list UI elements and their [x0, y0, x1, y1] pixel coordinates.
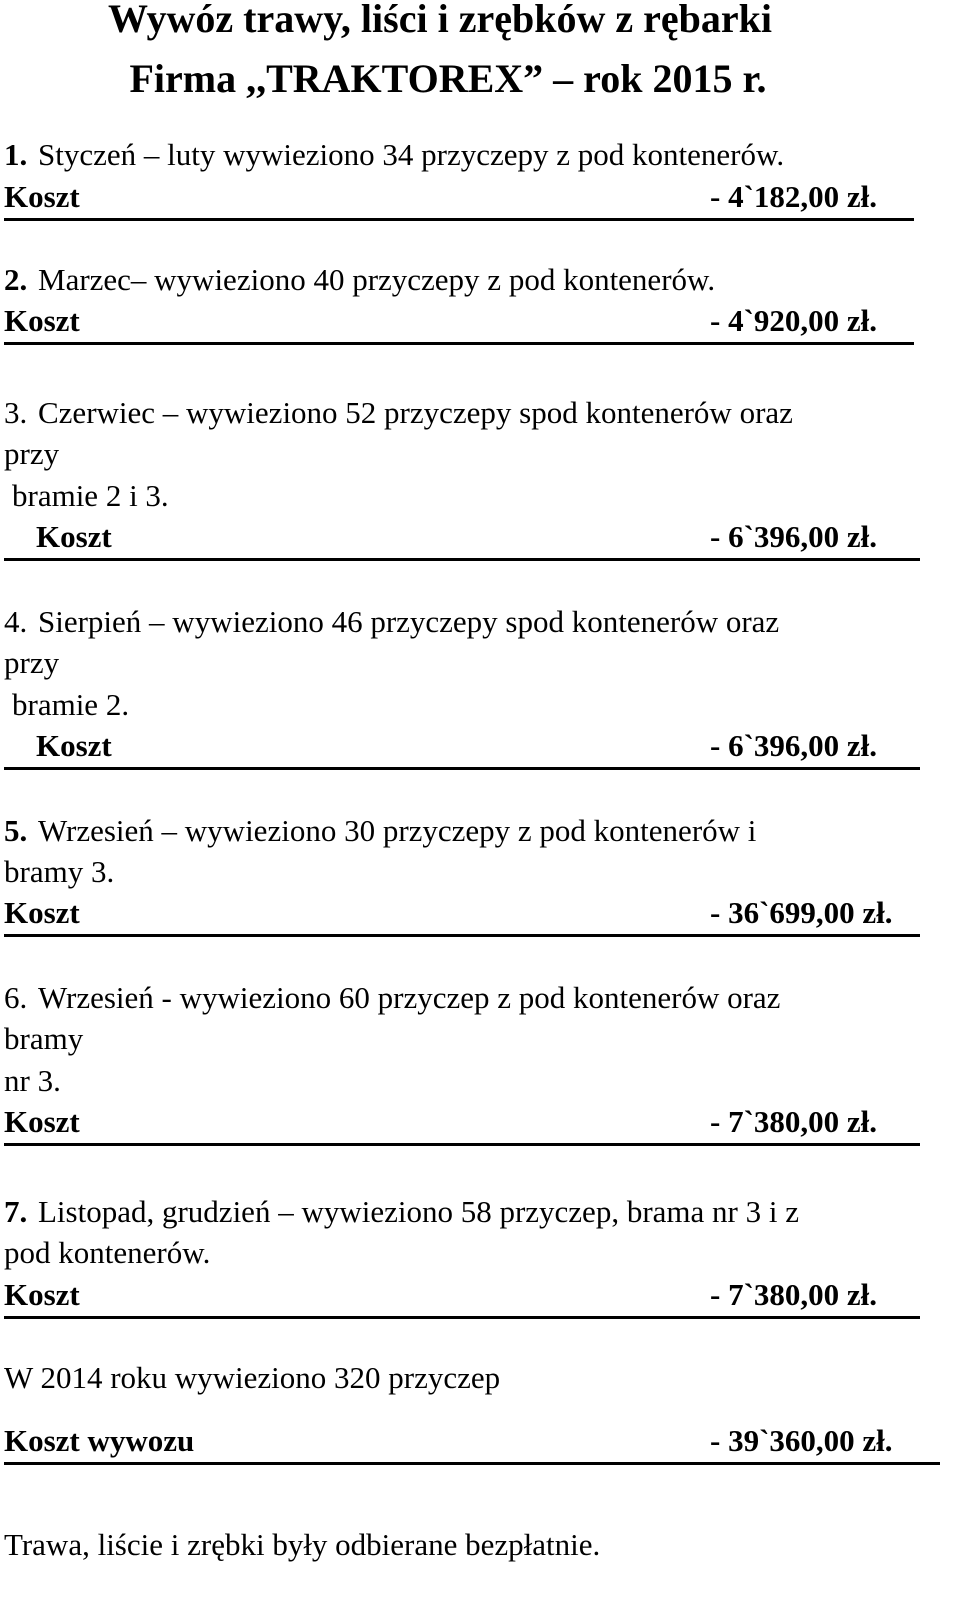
item-description-cont: bramy [4, 1021, 84, 1056]
cost-label: Koszt [4, 1277, 80, 1312]
cost-row [4, 518, 920, 561]
cost-label: Koszt [4, 1104, 80, 1139]
cost-value: - 6`396,00 zł. [710, 519, 878, 554]
cost-value: - 7`380,00 zł. [710, 1104, 878, 1139]
cost-value: - 36`699,00 zł. [710, 895, 893, 930]
summary-text: W 2014 roku wywieziono 320 przyczep [4, 1360, 501, 1395]
list-item [4, 1193, 799, 1231]
list-item [4, 979, 780, 1017]
cost-row [4, 727, 920, 770]
item-number: 7. [4, 1194, 28, 1229]
item-description-cont: bramy 3. [4, 854, 115, 889]
cost-label: Koszt [4, 303, 80, 338]
item-description: Listopad, grudzień – wywieziono 58 przyczep, brama nr 3 i z [38, 1194, 799, 1229]
list-item [4, 394, 793, 432]
cost-value: - 7`380,00 zł. [710, 1277, 878, 1312]
cost-value: - 6`396,00 zł. [710, 728, 878, 763]
item-number: 1. [4, 137, 28, 172]
item-description: Wrzesień – wywieziono 30 przyczepy z pod kontenerów i [38, 813, 757, 848]
cost-value: - 4`920,00 zł. [710, 303, 878, 338]
page-subtitle: Firma ,,TRAKTOREX” – rok 2015 r. [129, 56, 767, 101]
cost-label: Koszt [4, 179, 80, 214]
item-description: Czerwiec – wywieziono 52 przyczepy spod kontenerów oraz [38, 395, 793, 430]
item-description-cont: przy [4, 645, 60, 680]
summary-cost-label: Koszt wywozu [4, 1423, 195, 1458]
item-description-cont: nr 3. [4, 1063, 61, 1098]
item-description-cont: bramie 2 i 3. [12, 478, 169, 513]
item-description: Styczeń – luty wywieziono 34 przyczepy z pod kontenerów. [38, 137, 785, 172]
list-item [4, 603, 779, 641]
item-description: Wrzesień - wywieziono 60 przyczep z pod kontenerów oraz [38, 980, 781, 1015]
item-description-cont: przy [4, 436, 60, 471]
list-item [4, 812, 756, 850]
page-title: Wywóz trawy, liści i zrębków z rębarki [108, 0, 772, 41]
item-description: Marzec– wywieziono 40 przyczepy z pod kontenerów. [38, 262, 716, 297]
summary-cost-value: - 39`360,00 zł. [710, 1423, 893, 1458]
cost-value: - 4`182,00 zł. [710, 179, 878, 214]
cost-row [4, 1103, 920, 1146]
cost-label: Koszt [36, 728, 112, 763]
cost-row [4, 178, 914, 221]
item-description-cont: bramie 2. [12, 687, 130, 722]
item-description: Sierpień – wywieziono 46 przyczepy spod kontenerów oraz [38, 604, 780, 639]
item-number: 6. [4, 980, 28, 1015]
cost-row [4, 894, 920, 937]
item-description-cont: pod kontenerów. [4, 1235, 211, 1270]
item-number: 5. [4, 813, 28, 848]
item-number: 2. [4, 262, 28, 297]
list-item [4, 261, 715, 299]
item-number: 4. [4, 604, 28, 639]
cost-label: Koszt [4, 895, 80, 930]
item-number: 3. [4, 395, 28, 430]
footer-note: Trawa, liście i zrębki były odbierane bezpłatnie. [4, 1527, 601, 1562]
cost-row [4, 302, 914, 345]
list-item [4, 136, 784, 174]
summary-cost-row [4, 1422, 940, 1465]
cost-row [4, 1276, 920, 1319]
cost-label: Koszt [36, 519, 112, 554]
